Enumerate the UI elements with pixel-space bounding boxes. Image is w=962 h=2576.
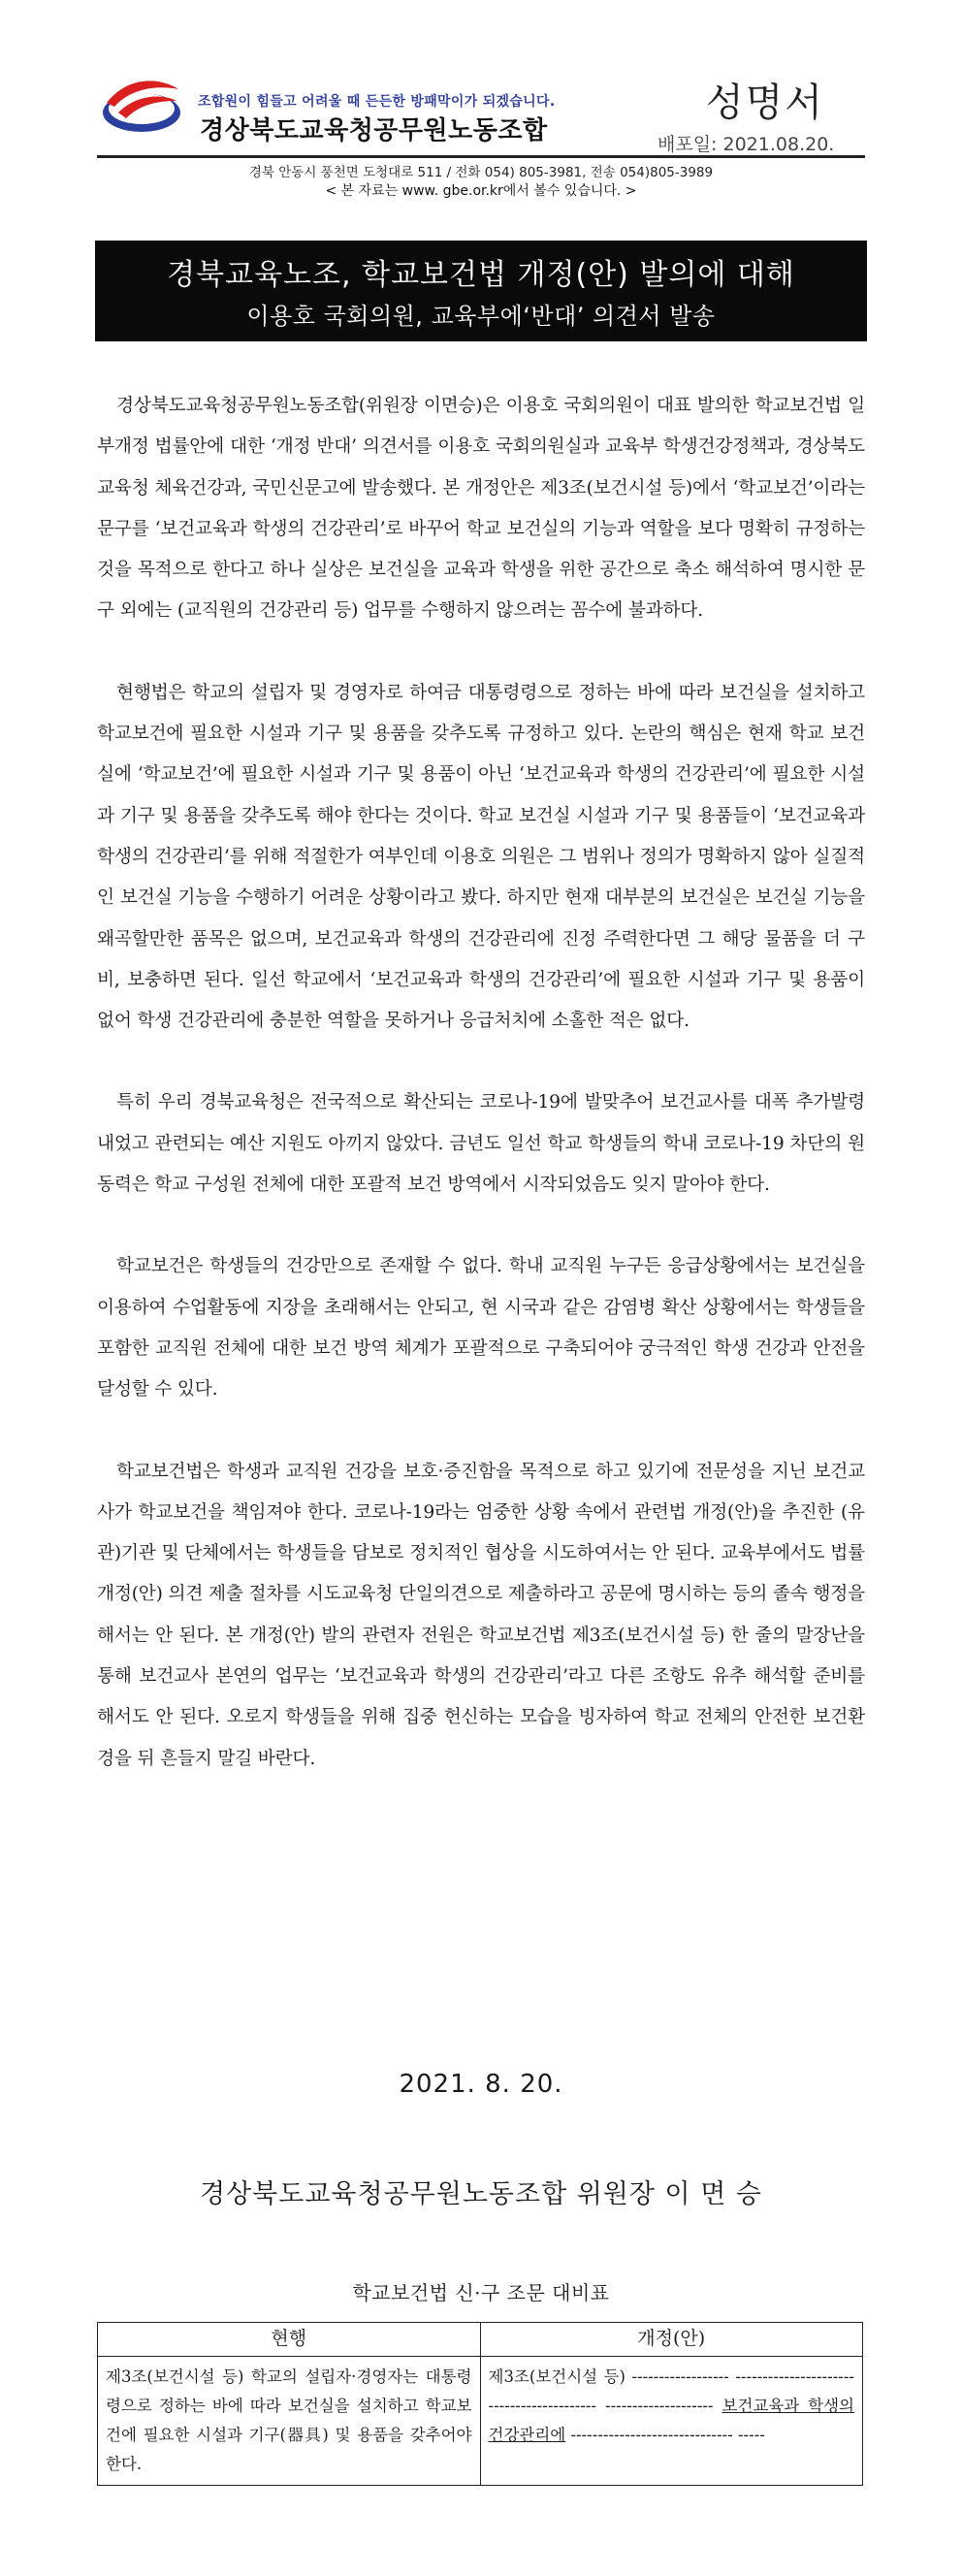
paragraph: 학교보건은 학생들의 건강만으로 존재할 수 없다. 학내 교직원 누구든 응급상황에서는 보건실을 이용하여 수업활동에 지장을 초래해서는 안되고, 현 시국과 같은 감염병 확산 상황에서는 학생들을 포함한 교직원 전체에 대한 보건 방역 체계가 포괄적으로 구축되어야 궁극적인 학생 건강과 안전을 달성할 수 있다. (97, 1256, 865, 1401)
dash-run: -------------------- (605, 2397, 714, 2415)
comparison-table-title: 학교보건법 신·구 조문 대비표 (352, 2281, 610, 2304)
paragraph: 학교보건법은 학생과 교직원 건강을 보호·증진함을 목적으로 하고 있기에 전문성을 지닌 보건교사가 학교보건을 책임져야 한다. 코로나-19라는 엄중한 상황 속에서 관련법 개정(안)을 추진한 (유관)기관 및 단체에서는 학생들을 담보로 정치적인 협상을 시도하여서는 안 된다. 교육부에서도 법률 개정(안) 의견 제출 절차를 시도교육청 단일의견으로 제출하라고 공문에 명시하는 등의 졸속 행정을 해서는 안 된다. 본 개정(안) 발의 관련자 전원은 학교보건법 제3조(보건시설 등) 한 줄의 말장난을 통해 보건교사 본연의 업무는 ‘보건교육과 학생의 건강관리’라고 다른 조항도 유추 해석할 준비를 해서도 안 된다. 오로지 학생들을 위해 집중 헌신하는 모습을 빙자하여 학교 전체의 안전한 보건환경을 뒤 흔들지 말길 바란다. (97, 1461, 865, 1769)
current-article-cell: 제3조(보건시설 등) 학교의 설립자·경영자는 대통령령으로 정하는 바에 따라 보건실을 설치하고 학교보건에 필요한 시설과 기구(器具) 및 용품을 갖추어야 한다. (98, 2357, 481, 2486)
letterhead (0, 0, 962, 199)
comparison-table (97, 2322, 863, 2486)
paragraph: 경상북도교육청공무원노동조합(위원장 이면승)은 이용호 국회의원이 대표 발의한 학교보건법 일부개정 법률안에 대한 ‘개정 반대’ 의견서를 이용호 국회의원실과 교육부 학생건강정책과, 경상북도교육청 체육건강과, 국민신문고에 발송했다. 본 개정안은 제3조(보건시설 등)에서 ‘학교보건’이라는 문구를 ‘보건교육과 학생의 건강관리’로 바꾸어 학교 보건실의 기능과 역할을 보다 명확히 규정하는 것을 목적으로 한다고 하나 실상은 보건실을 교육과 학생을 위한 공간으로 축소 해석하여 명시한 문구 외에는 (교직원의 건강관리 등) 업무를 수행하지 않으려는 꼼수에 불과하다. (97, 396, 865, 622)
union-name: 경상북도교육청공무원노동조합 (200, 116, 548, 145)
amended-article-cell (480, 2357, 863, 2486)
distribution-date: 배포일: 2021.08.20. (657, 134, 835, 155)
dash-run: ------------------ (631, 2367, 729, 2386)
headline-title: 경북교육노조, 학교보건법 개정(안) 발의에 대해 (167, 258, 795, 292)
dash-run: ------------------------------------------ (488, 2367, 854, 2415)
amended-underlined-text: 보건교육과 학생의 건강관리에 (488, 2397, 854, 2444)
document-type: 성명서 (706, 80, 824, 125)
table-header-amended: 개정(안) (480, 2323, 863, 2357)
table-header-current: 현행 (98, 2323, 481, 2357)
dash-run: ----- (737, 2426, 765, 2444)
contact-address: 경북 안동시 풍천면 도청대로 511 / 전화 054) 805-3981, 전송 054)805-3989 (248, 165, 714, 180)
amended-prefix: 제3조(보건시설 등) (488, 2367, 632, 2386)
header-divider (97, 155, 865, 158)
paragraph: 특히 우리 경북교육청은 전국적으로 확산되는 코로나-19에 발맞추어 보건교사를 대폭 추가발령 내었고 관련되는 예산 지원도 아끼지 않았다. 금년도 일선 학교 학생들의 학내 코로나-19 차단의 원동력은 학교 구성원 전체에 대한 포괄적 보건 방역에서 시작되었음도 잊지 말아야 한다. (97, 1092, 865, 1196)
signature-line: 경상북도교육청공무원노동조합 위원장 이 면 승 (200, 2179, 762, 2209)
paragraph: 현행법은 학교의 설립자 및 경영자로 하여금 대통령령으로 정하는 바에 따라 보건실을 설치하고 학교보건에 필요한 시설과 기구 및 용품을 갖추도록 규정하고 있다. 논란의 핵심은 현재 학교 보건실에 ‘학교보건’에 필요한 시설과 기구 및 용품이 아닌 ‘보건교육과 학생의 건강관리’에 필요한 시설과 기구 및 용품을 갖추도록 해야 한다는 것이다. 학교 보건실 시설과 기구 및 용품들이 ‘보건교육과 학생의 건강관리’를 위해 적절한가 여부인데 이용호 의원은 그 범위나 정의가 명확하지 않아 실질적인 보건실 기능을 수행하기 어려운 상황이라고 봤다. 하지만 현재 대부분의 보건실은 보건실 기능을 왜곡할만한 품목은 없으며, 보건교육과 학생의 건강관리에 진정 주력한다면 그 해당 물품을 더 구비, 보충하면 된다. 일선 학교에서 ‘보건교육과 학생의 건강관리’에 필요한 시설과 기구 및 용품이 없어 학생 건강관리에 충분한 역할을 못하거나 응급처치에 소홀한 적은 없다. (97, 682, 865, 1032)
statement-body (97, 386, 865, 1780)
union-logo-icon (97, 74, 186, 138)
headline-box (95, 241, 867, 341)
union-slogan: 조합원이 힘들고 어려울 때 든든한 방패막이가 되겠습니다. (198, 94, 556, 110)
dash-run: ------------------------------ (570, 2426, 733, 2444)
website-notice: < 본 자료는 www. gbe.or.kr에서 볼수 있습니다. > (325, 183, 637, 199)
statement-date: 2021. 8. 20. (399, 2070, 563, 2099)
headline-subtitle: 이용호 국회의원, 교육부에‘반대’ 의견서 발송 (246, 303, 716, 330)
